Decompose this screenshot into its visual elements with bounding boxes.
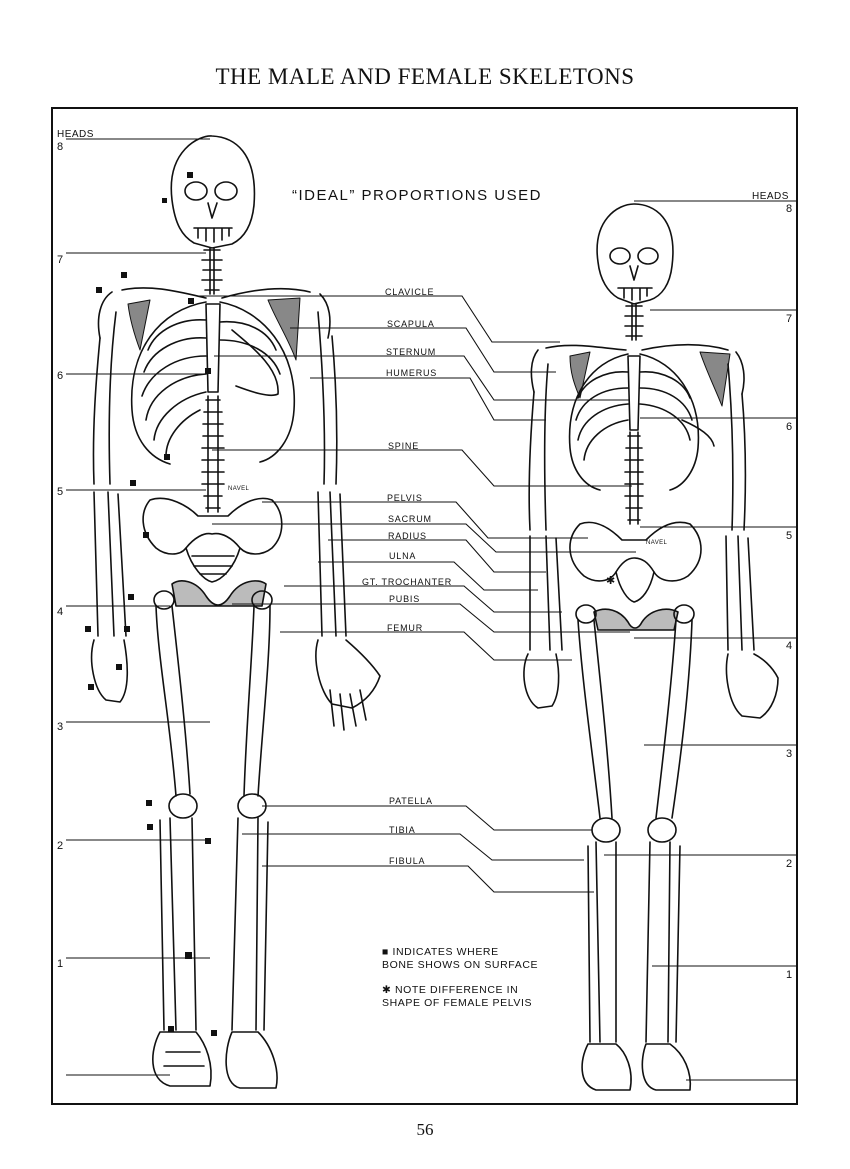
label-pubis: PUBIS [389, 594, 421, 604]
label-patella: PATELLA [389, 796, 433, 806]
left-heads-label: HEADS [57, 129, 94, 140]
label-pelvis: PELVIS [387, 493, 423, 503]
label-spine: SPINE [388, 441, 420, 451]
left-tick-4: 4 [57, 606, 64, 618]
left-tick-1: 1 [57, 958, 64, 970]
legend-pelvis-line1: NOTE DIFFERENCE IN [394, 984, 519, 996]
right-tick-4: 4 [786, 640, 793, 652]
diagram-subtitle: “IDEAL” PROPORTIONS USED [292, 187, 542, 204]
navel-label-male: NAVEL [228, 486, 250, 492]
page-number: 56 [416, 1120, 434, 1139]
label-femur: FEMUR [387, 623, 423, 633]
star-marker-icon: ✱ [382, 984, 392, 996]
legend-surface-line1: INDICATES WHERE [392, 946, 499, 958]
navel-label-female: NAVEL [646, 540, 668, 546]
label-sacrum: SACRUM [388, 514, 432, 524]
right-tick-3: 3 [786, 748, 793, 760]
male-skeleton [92, 136, 380, 1088]
label-scapula: SCAPULA [387, 319, 435, 329]
left-tick-6: 6 [57, 370, 64, 382]
left-tick-7: 7 [57, 254, 64, 266]
right-heads-label: HEADS [752, 191, 789, 202]
leader-lines [66, 139, 798, 1080]
label-tibia: TIBIA [389, 825, 416, 835]
pelvis-star-marker: ✱ [606, 575, 616, 587]
legend-surface [382, 946, 538, 972]
label-ulna: ULNA [389, 551, 417, 561]
right-tick-2: 2 [786, 858, 793, 870]
left-tick-8: 8 [57, 141, 64, 153]
left-tick-3: 3 [57, 721, 64, 733]
label-gt-trochanter: GT. TROCHANTER [362, 577, 453, 587]
right-tick-6: 6 [786, 421, 793, 433]
label-radius: RADIUS [388, 531, 427, 541]
label-sternum: STERNUM [386, 347, 437, 357]
label-humerus: HUMERUS [386, 368, 438, 378]
page-title: THE MALE AND FEMALE SKELETONS [215, 64, 635, 89]
right-tick-1: 1 [786, 969, 793, 981]
left-tick-2: 2 [57, 840, 64, 852]
label-clavicle: CLAVICLE [385, 287, 435, 297]
right-tick-7: 7 [786, 313, 793, 325]
right-tick-5: 5 [786, 530, 793, 542]
square-marker-icon: ■ [382, 946, 389, 958]
legend-pelvis-line2: SHAPE OF FEMALE PELVIS [382, 997, 533, 1009]
right-tick-8: 8 [786, 203, 793, 215]
label-fibula: FIBULA [389, 856, 426, 866]
left-tick-5: 5 [57, 486, 64, 498]
female-skeleton [524, 204, 778, 1090]
legend-pelvis [382, 984, 532, 1010]
legend-surface-line2: BONE SHOWS ON SURFACE [382, 959, 539, 971]
